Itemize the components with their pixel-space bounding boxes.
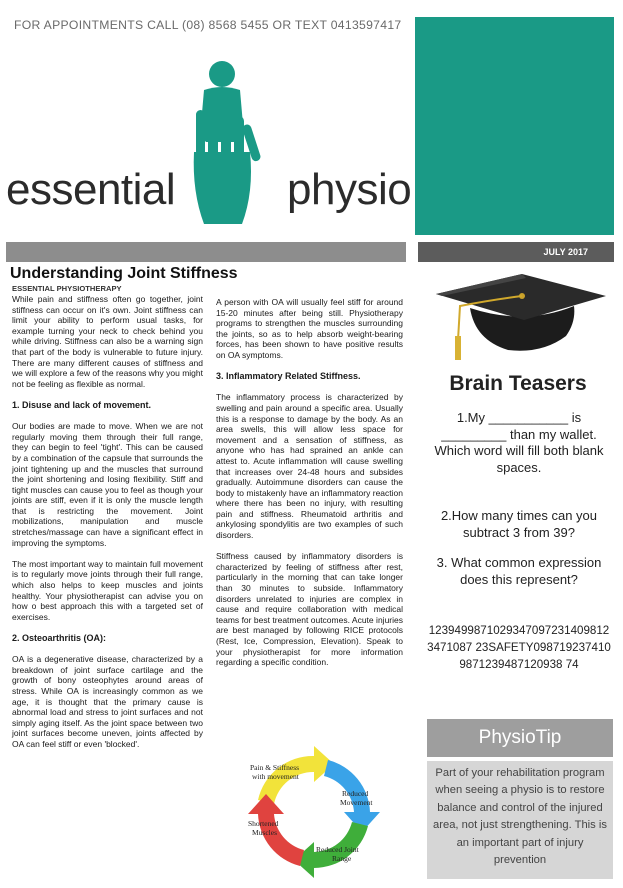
stiffness-cycle-diagram <box>244 744 384 880</box>
article-column-2 <box>216 297 403 678</box>
physio-tip-title: PhysioTip <box>427 719 613 757</box>
cycle-label-shortened: Shortened <box>248 819 279 828</box>
paragraph: A person with OA will usually feel stiff for around 15-20 minutes after being still. Physiotherapy programs to strengthen the muscles surrounding the joints, so as to help absorb weight-bearing forces, has been shown to have positive results on OA symptoms. <box>216 297 403 360</box>
appointments-line: FOR APPOINTMENTS CALL (08) 8568 5455 OR TEXT 0413597417 <box>14 18 402 32</box>
teal-banner-block <box>415 17 614 235</box>
issue-date: JULY 2017 <box>418 242 614 262</box>
article-subtitle: ESSENTIAL PHYSIOTHERAPY <box>12 284 122 293</box>
cycle-label-range: Range <box>332 854 352 863</box>
cycle-label-pain-2: with movement <box>252 772 299 781</box>
article-column-1 <box>12 294 203 760</box>
physio-tip-text: Part of your rehabilitation program when seeing a physio is to restore balance and control of the injured area, not just strengthening. This is an important part of injury prevention <box>427 761 613 879</box>
paragraph: The inflammatory process is characterized by swelling and pain around a specific area. Usually this is a response to damage by the body. As an area swells, this will allow less space for movement and a sensation of stiffness, as anyone who has had sprained an ankle can attest to. Acute inflammation will cause swelling that increases over 24-48 hours and subsides gradually. Autoimmune disorders can cause the body to mistakenly have an inflammatory reaction where there has been no injury, with resulting pain and stiffness. Rheumatoid arthritis and ankylosing spondylitis are two examples of such disorders. <box>216 392 403 541</box>
cycle-label-reduced: Reduced <box>342 789 369 798</box>
hand-logo-icon <box>182 52 278 232</box>
section-heading: 2. Osteoarthritis (OA): <box>12 633 107 643</box>
cycle-label-movement: Movement <box>340 798 373 807</box>
cycle-label-muscles: Muscles <box>252 828 277 837</box>
brain-teaser-1: 1.My ___________ is _________ than my wallet. Which word will fill both blank spaces. <box>434 410 604 475</box>
brain-teaser-puzzle: 12394998710293470972314098123471087 23SAFETY0987192374109871239487120938 74 <box>427 624 611 671</box>
paragraph: Stiffness caused by inflammatory disorders is characterized by feeling of stiffness after rest, particularly in the morning that can take longer than 30 minutes to subside. Inflammatory disorders unrelated to injuries are complex in cause and require collaboration with medical teams for best treatment outcomes. Acute injuries are best managed by following RICE protocols (Rest, Ice, Compression, Elevation). Speak to your physiotherapist for more information regarding a specific condition. <box>216 551 403 668</box>
logo-text-physio: physio <box>287 165 412 214</box>
brain-teaser-2: 2.How many times can you subtract 3 from 39? <box>440 508 598 540</box>
logo-text-essential: essential <box>6 165 176 214</box>
cycle-label-joint: Reduced Joint <box>316 845 359 854</box>
graduation-cap-icon <box>430 270 610 366</box>
paragraph: Our bodies are made to move. When we are not regularly moving them through their full range, they can begin to feel 'tight'. This can be caused by a combination of the capsule that surrounds the joint tightening up and the muscles that surround the joint shortening and losing flexibility. Stiff and tight muscles can cause you to feel as though your joints are stiff, even if it is only the muscle length that is restricting the movement. Joint mobilizations, manipulation and muscle stretches/massage can have a significant effect in improving the symptoms. <box>12 421 203 548</box>
header-divider-bar <box>6 242 406 262</box>
brain-teaser-3: 3. What common expression does this represent? <box>436 555 602 587</box>
paragraph: The most important way to maintain full movement is to regularly move joints through their full range, which also helps to keep muscles and joints healthy. Your physiotherapist can advise you on how o best approach this with a targeted set of exercises. <box>12 558 203 622</box>
cycle-label-pain: Pain & Stiffness <box>250 763 300 772</box>
section-heading: 1. Disuse and lack of movement. <box>12 399 152 410</box>
paragraph: OA is a degenerative disease, characterized by a breakdown of joint surface cartilage and the growth of bony osteophytes around areas of stress. While OA is increasingly common as we age, it is thought that the primary cause is abnormal load and stress to joint surfaces and not simply aging itself. As the joint space between two joint surfaces become uneven, joints affected by OA can feel stiff or even 'blocked'. <box>12 654 203 749</box>
brain-teasers-title: Brain Teasers <box>449 372 587 395</box>
section-heading: 3. Inflammatory Related Stiffness. <box>216 371 361 382</box>
article-title: Understanding Joint Stiffness <box>10 265 238 282</box>
paragraph: While pain and stiffness often go together, joint stiffness can occur on it's own. Joint stiffness can limit your ability to perform usual tasks, for example turning your neck to check behind you while driving. Stiffness can also be a warning sign that part of the body is vulnerable to future injury. There are many different causes of stiffness and we will explore a few of the reasons why you might not be feeling as flexible as normal. <box>12 294 203 389</box>
